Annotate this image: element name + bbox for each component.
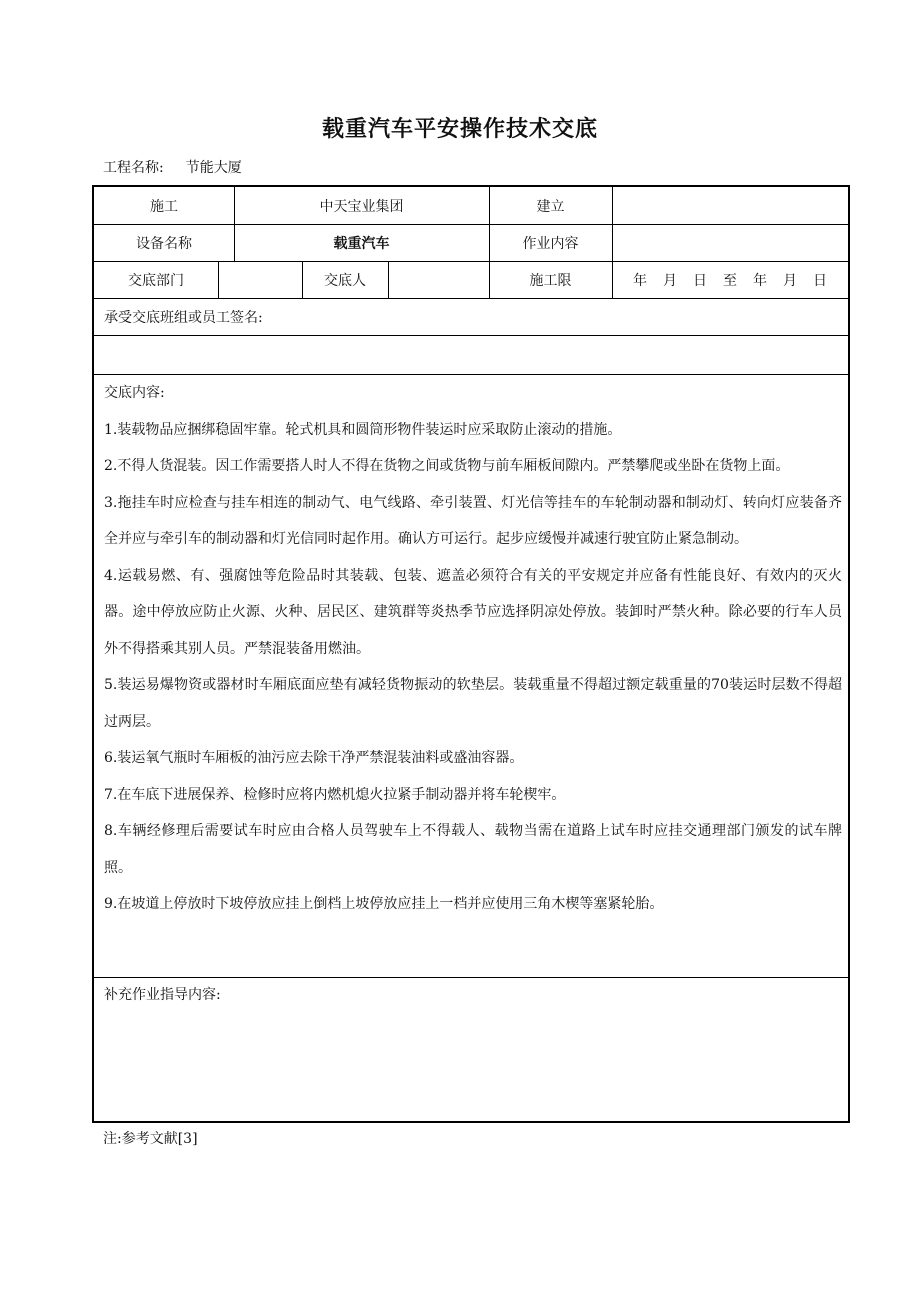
date-part: 年 [753,273,767,289]
department-label: 交底部门 [128,273,184,289]
signature-field[interactable] [94,336,848,375]
period-label: 施工限 [529,273,572,289]
date-part: 月 [783,273,797,289]
footnote: 注:参考文献[3] [103,1131,198,1147]
equipment-label: 设备名称 [136,236,192,252]
construction-value[interactable]: 中天宝业集团 [319,198,404,215]
build-label: 建立 [536,198,565,215]
build-value[interactable] [612,187,848,224]
department-value[interactable] [218,262,302,298]
disclosure-item: 4.运载易燃、有、强腐蚀等危险品时其装载、包装、遮盖必须符合有关的平安规定并应备有性能良好、有效内的灭火器。途中停放应防止火源、火种、居民区、建筑群等炎热季节应选择阴凉处停放。装卸时严禁火种。除必要的行车人员外不得搭乘其别人员。严禁混装备用燃油。 [104,567,842,657]
disclosure-content-section [94,375,848,978]
project-line [103,157,242,177]
form-row-signature-label [94,299,848,336]
disclosure-item: 8.车辆经修理后需要试车时应由合格人员驾驶车上不得载人、载物当需在道路上试车时应挂交通理部门颁发的试车牌照。 [104,823,842,876]
disclosure-item: 2.不得人货混装。因工作需要搭人时人不得在货物之间或货物与前车厢板间隙内。严禁攀爬或坐卧在货物上面。 [104,458,790,474]
page-title: 载重汽车平安操作技术交底 [321,117,598,142]
supplement-label: 补充作业指导内容: [104,987,221,1003]
disclosure-heading: 交底内容: [104,385,165,401]
construction-label: 施工 [150,198,178,215]
person-value[interactable] [388,262,489,298]
date-part: 至 [723,273,737,289]
date-part: 日 [813,273,827,289]
disclosure-item: 6.装运氧气瓶时车厢板的油污应去除干净严禁混装油料或盛油容器。 [104,750,524,766]
disclosure-item: 9.在坡道上停放时下坡停放应挂上倒档上坡停放应挂上一档并应使用三角木楔等塞紧轮胎。 [104,896,664,912]
form-row-construction [94,187,848,225]
work-content-value[interactable] [612,225,848,261]
person-label: 交底人 [324,273,366,289]
disclosure-item: 5.装运易爆物资或器材时车厢底面应垫有减轻货物振动的软垫层。装载重量不得超过额定载重量的70装运时层数不得超过两层。 [104,677,842,730]
work-content-label: 作业内容 [522,236,579,252]
date-part: 月 [663,273,677,289]
project-name: 节能大厦 [185,160,242,176]
disclosure-item: 7.在车底下进展保养、检修时应将内燃机熄火拉紧手制动器并将车轮楔牢。 [104,786,566,803]
period-value[interactable] [612,262,848,298]
date-part: 日 [693,273,707,289]
disclosure-item: 1.装载物品应捆绑稳固牢靠。轮式机具和圆筒形物件装运时应采取防止滚动的措施。 [104,421,622,438]
form-row-department [94,262,848,299]
form-row-equipment [94,225,848,262]
project-label: 工程名称: [103,160,164,176]
disclosure-form [92,185,850,1123]
signature-label: 承受交底班组或员工签名: [104,310,263,326]
disclosure-content [104,375,842,923]
supplement-section[interactable] [94,978,848,1121]
disclosure-item: 3.拖挂车时应检查与挂车相连的制动气、电气线路、牵引装置、灯光信等挂车的车轮制动器和制动灯、转向灯应装备齐全并应与牵引车的制动器和灯光信同时起作用。确认方可运行。起步应缓慢并减速行驶宜防止紧急制动。 [104,494,842,547]
equipment-value[interactable]: 载重汽车 [333,236,390,252]
date-part: 年 [633,273,647,289]
